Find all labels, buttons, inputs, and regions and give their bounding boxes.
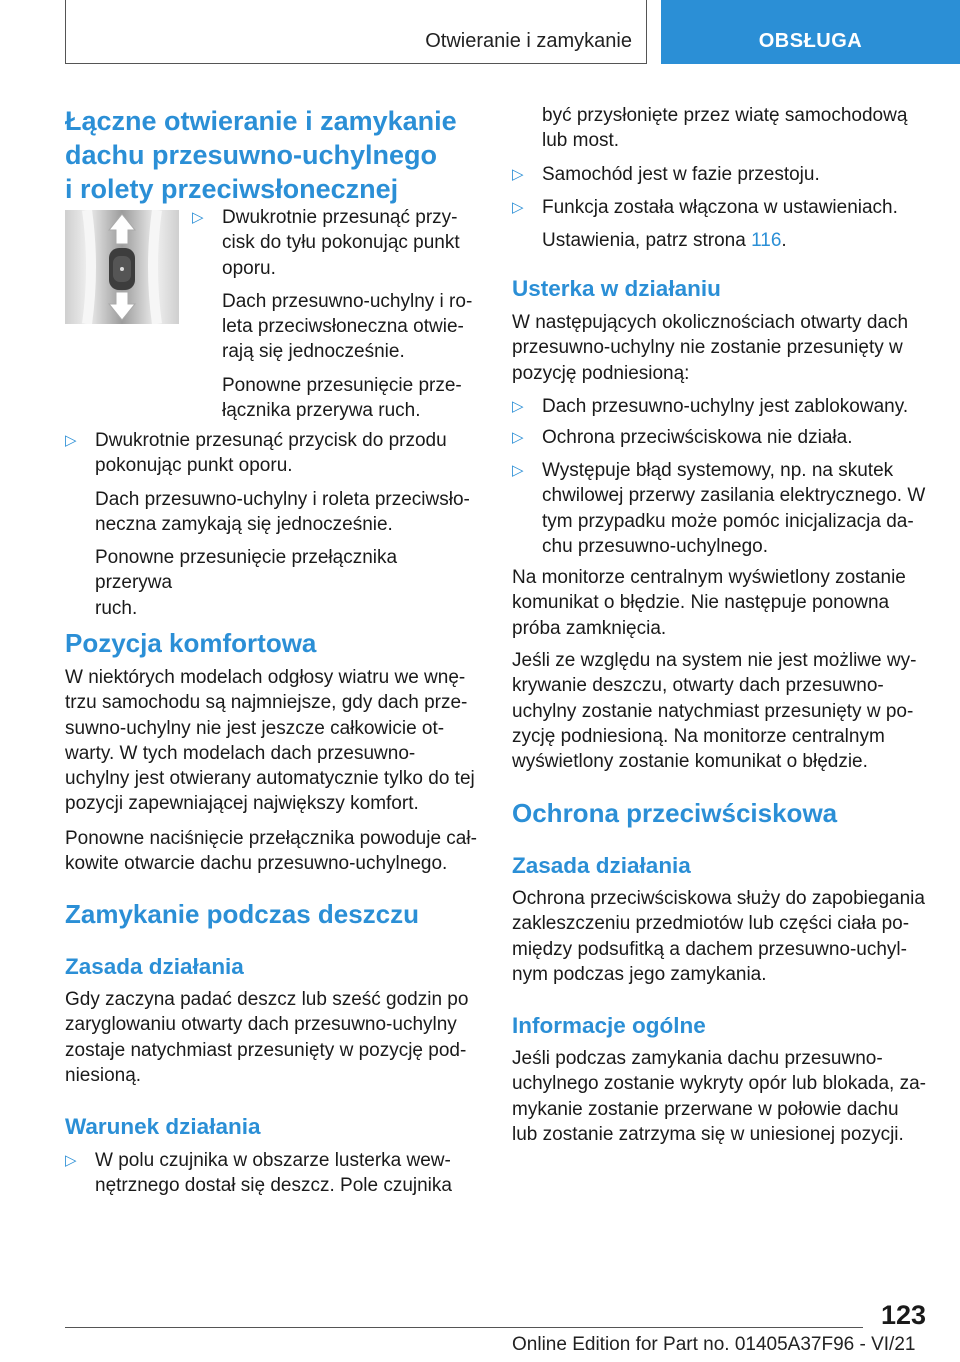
paragraph-monitor-message: Na monitorze centralnym wyświetlony zostanie komunikat o błędzie. Nie następuje ponowna próba zamknięcia. — [512, 567, 906, 639]
page-number: 123 — [880, 1300, 926, 1330]
bullet-rain-sensor-cont: być przysłonięte przez wiatę samochodową lub most. — [542, 105, 908, 152]
bullet-antipinch-fault: ▷ Ochrona przeciwściskowa nie działa. — [512, 425, 926, 450]
bullet-marker-icon: ▷ — [512, 462, 524, 479]
heading-antipinch: Ochrona przeciwściskowa — [512, 798, 838, 828]
heading-comfort-position: Pozycja komfortowa — [65, 628, 317, 658]
header-section-title: Otwieranie i zamykanie — [425, 30, 632, 52]
paragraph-malfunction: W następujących okolicznościach otwarty dach przesuwno-uchylny nie zostanie przesunięty w pozycję podniesioną: — [512, 312, 909, 384]
heading-antipinch-principle: Zasada działania — [512, 853, 691, 878]
heading-malfunction: Usterka w działaniu — [512, 276, 721, 301]
paragraph-comfort: W niektórych modelach odgłosy wiatru we wnę- trzu samochodu są najmniejsze, gdy dach prze- suwno-uchylny nie jest jeszcze całkowicie ot- warty. W tych modelach dach przesuwno- uchylny jest otwierany automatycznie tylko do tej pozycji zapewniającej największy komfort. — [65, 667, 475, 815]
header-chapter-tab[interactable] — [661, 0, 960, 64]
paragraph-general-info: Jeśli podczas zamykania dachu przesuwno- uchylnego zostanie wykryty opór lub blokada, za- mykanie zostanie przerwane w połowie dachu lub zostanie zatrzyma się w uniesionej pozycji. — [512, 1048, 927, 1145]
roof-switch-image — [65, 210, 179, 324]
bullet-marker-icon: ▷ — [65, 432, 77, 449]
heading-condition: Warunek działania — [65, 1114, 261, 1139]
settings-page-link[interactable]: 116 — [751, 230, 782, 252]
bullet-roof-blocked: ▷ Dach przesuwno-uchylny jest zablokowany. — [512, 394, 926, 419]
paragraph-rain-detection: Jeśli ze względu na system nie jest możliwe wy- krywanie deszczu, otwarty dach przesuwno- uchylny zostanie natychmiast przesunięty w po- zycję podniesioną. Na monitorze centralnym wyświetlony zostanie komunikat o błędzie. — [512, 650, 917, 773]
header-section-box — [65, 0, 647, 64]
bullet-vehicle-idle: ▷ Samochód jest w fazie przestoju. — [512, 162, 926, 187]
bullet-rain-sensor: ▷ W polu czujnika w obszarze lusterka wew- nętrznego dostał się deszcz. Pole czujnika — [65, 1150, 452, 1197]
paragraph-comfort-2: Ponowne naciśnięcie przełącznika powoduje cał- kowite otwarcie dachu przesuwno-uchylnego. — [65, 828, 477, 875]
heading-rain-principle: Zasada działania — [65, 954, 244, 979]
bullet-marker-icon: ▷ — [65, 1152, 77, 1169]
heading-combined-open-close: Łączne otwieranie i zamykanie dachu przesuwno-uchylnego i rolety przeciwsłonecznej — [65, 106, 457, 204]
bullet-marker-icon: ▷ — [192, 209, 204, 226]
footer-divider — [65, 1327, 863, 1328]
paragraph-rain: Gdy zaczyna padać deszcz lub sześć godzin po zaryglowaniu otwarty dach przesuwno-uchylny zostaje natychmiast przesunięty w pozycję pod- niesioną. — [65, 989, 469, 1086]
bullet-marker-icon: ▷ — [512, 166, 524, 183]
roof-switch-illustration — [65, 210, 179, 324]
bullet-push-back: ▷ Dwukrotnie przesunąć przy- cisk do tyłu pokonując punkt oporu. Dach przesuwno-uchylny i ro- leta przeciwsłoneczna otwie- rają się jednocześnie. Ponowne przesunięcie prze- łącznika przerywa ruch. — [192, 207, 473, 422]
bullet-system-error: ▷ Występuje błąd systemowy, np. na skutek chwilowej przerwy zasilania elektrycznego. W tym przypadku może pomóc inicjalizacja da- chu przesuwno-uchylnego. — [512, 460, 926, 557]
header-chapter-label: OBSŁUGA — [758, 30, 863, 52]
bullet-marker-icon: ▷ — [512, 429, 524, 446]
heading-general-info: Informacje ogólne — [512, 1013, 706, 1038]
bullet-marker-icon: ▷ — [512, 398, 524, 415]
bullet-marker-icon: ▷ — [512, 199, 524, 216]
bullet-function-enabled: ▷ Funkcja została włączona w ustawieniach. Ustawienia, patrz strona 116. — [512, 197, 898, 252]
bullet-push-forward: ▷ Dwukrotnie przesunąć przycisk do przodu pokonując punkt oporu. Dach przesuwno-uchylny i roleta przeciwsło- neczna zamykają się jednocześnie. Ponowne przesunięcie przełącznika przerywa ruch. — [65, 430, 470, 619]
heading-rain-closing: Zamykanie podczas deszczu — [65, 899, 420, 929]
paragraph-antipinch: Ochrona przeciwściskowa służy do zapobiegania zakleszczeniu przedmiotów lub części ciała po- między podsufitką a dachem przesuwno-uchyl- nym podczas jego zamykania. — [512, 888, 925, 985]
footer-edition: Online Edition for Part no. 01405A37F96 - VI/21 — [512, 1334, 916, 1355]
